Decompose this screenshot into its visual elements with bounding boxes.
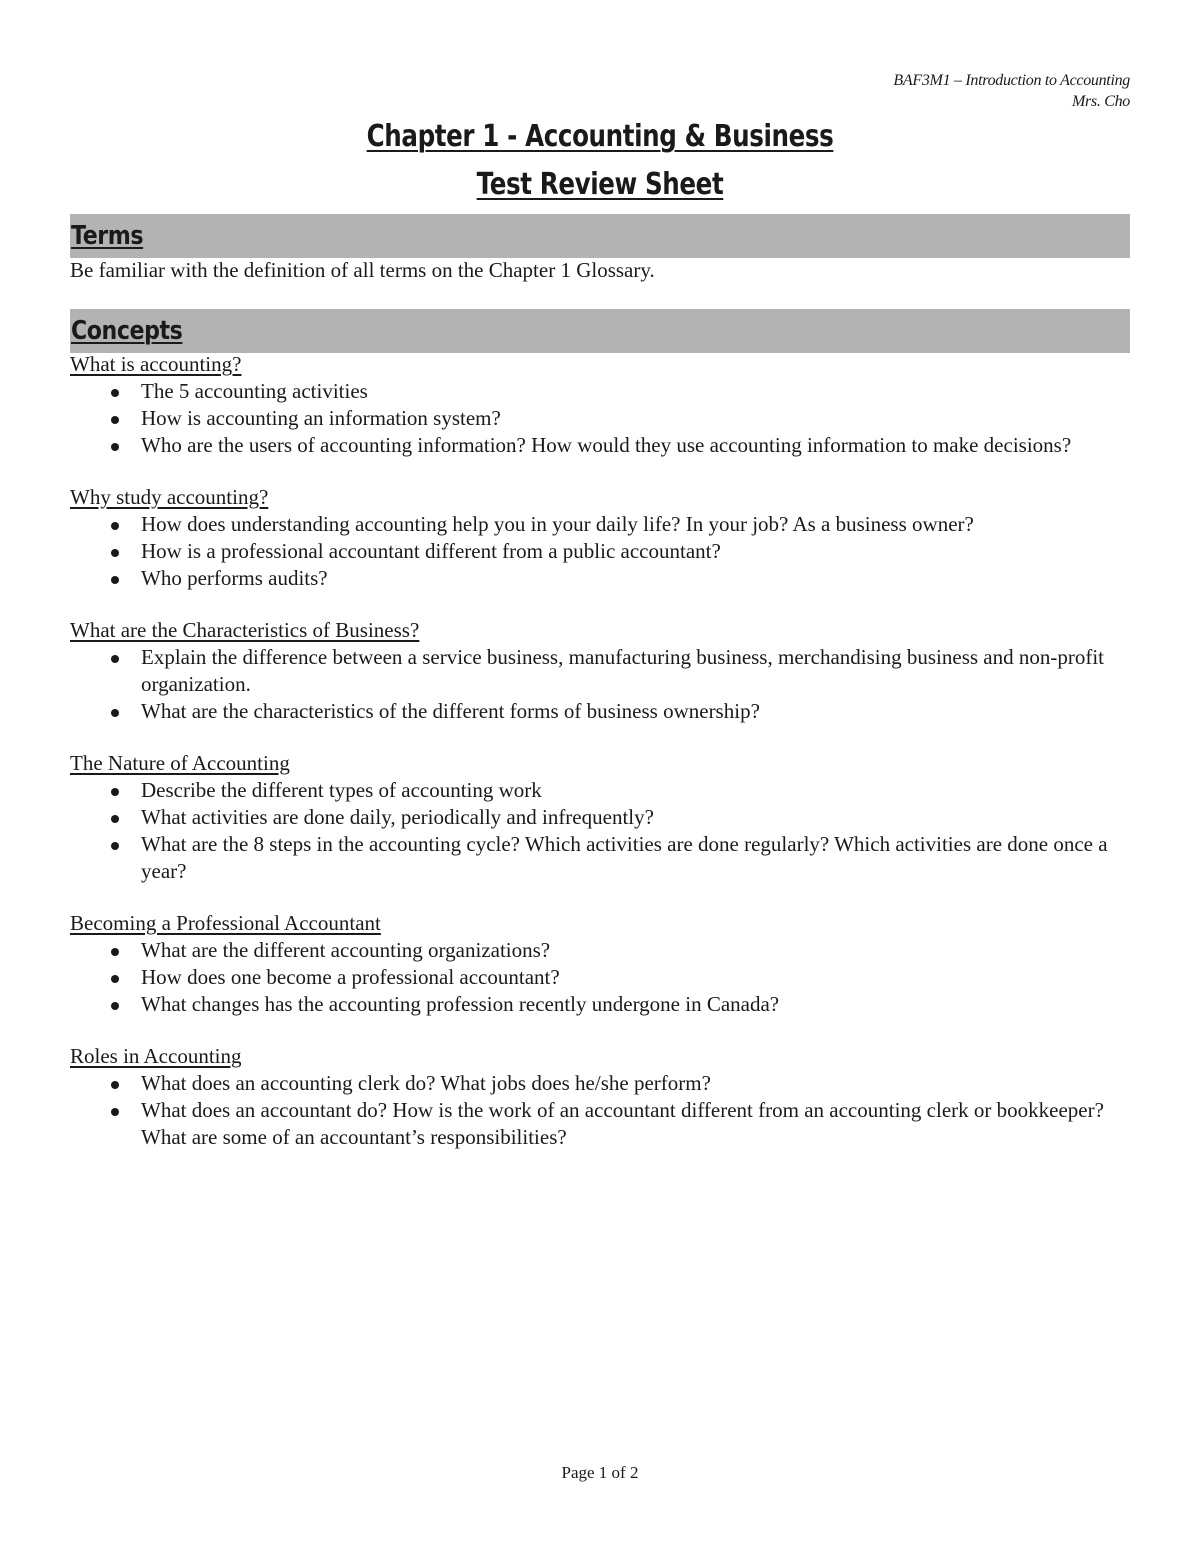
title-line-2: Test Review Sheet [476,167,724,202]
terms-section-bar [70,214,1130,258]
group-heading: Becoming a Professional Accountant [70,911,381,935]
bullet-list [70,644,1130,725]
bullet-item: What activities are done daily, periodically and infrequently? [70,804,1130,831]
bullet-item: What does an accountant do? How is the work of an accountant different from an accounting clerk or bookkeeper? What are some of an accountant’s responsibilities? [70,1097,1130,1151]
concept-group [70,617,1130,725]
group-heading: The Nature of Accounting [70,751,290,775]
group-heading: Roles in Accounting [70,1044,242,1068]
group-heading: What is accounting? [70,352,242,376]
bullet-list [70,378,1130,459]
concept-group [70,910,1130,1018]
bullet-item: What are the different accounting organizations? [70,937,1130,964]
bullet-item: How does one become a professional accountant? [70,964,1130,991]
bullet-list [70,777,1130,885]
bullet-list [70,511,1130,592]
terms-text: Be familiar with the definition of all terms on the Chapter 1 Glossary. [70,258,655,282]
terms-heading: Terms [71,221,144,251]
concepts-list [70,351,1130,1176]
bullet-item: What are the 8 steps in the accounting cycle? Which activities are done regularly? Which activities are done once a year? [70,831,1130,885]
page-header [893,70,1130,112]
concept-group [70,1043,1130,1151]
document-title [0,113,1200,209]
bullet-list [70,937,1130,1018]
bullet-item: Who performs audits? [70,565,1130,592]
bullet-item: What does an accounting clerk do? What jobs does he/she perform? [70,1070,1130,1097]
concept-group [70,351,1130,459]
bullet-item: How is a professional accountant different from a public accountant? [70,538,1130,565]
concept-group [70,484,1130,592]
bullet-item: The 5 accounting activities [70,378,1130,405]
group-heading: Why study accounting? [70,485,269,509]
bullet-item: Who are the users of accounting information? How would they use accounting information to make decisions? [70,432,1130,459]
bullet-item: Describe the different types of accounting work [70,777,1130,804]
teacher-name: Mrs. Cho [1071,93,1130,110]
bullet-item: How does understanding accounting help you in your daily life? In your job? As a business owner? [70,511,1130,538]
concepts-section-bar [70,309,1130,353]
bullet-item: Explain the difference between a service business, manufacturing business, merchandising business and non-profit organization. [70,644,1130,698]
title-line-1: Chapter 1 - Accounting & Business [366,119,834,154]
group-heading: What are the Characteristics of Business? [70,618,420,642]
bullet-item: What changes has the accounting profession recently undergone in Canada? [70,991,1130,1018]
concept-group [70,750,1130,885]
page-number: Page 1 of 2 [561,1463,639,1482]
bullet-item: What are the characteristics of the different forms of business ownership? [70,698,1130,725]
bullet-item: How is accounting an information system? [70,405,1130,432]
bullet-list [70,1070,1130,1151]
course-name: BAF3M1 – Introduction to Accounting [893,72,1130,89]
concepts-heading: Concepts [71,316,183,346]
